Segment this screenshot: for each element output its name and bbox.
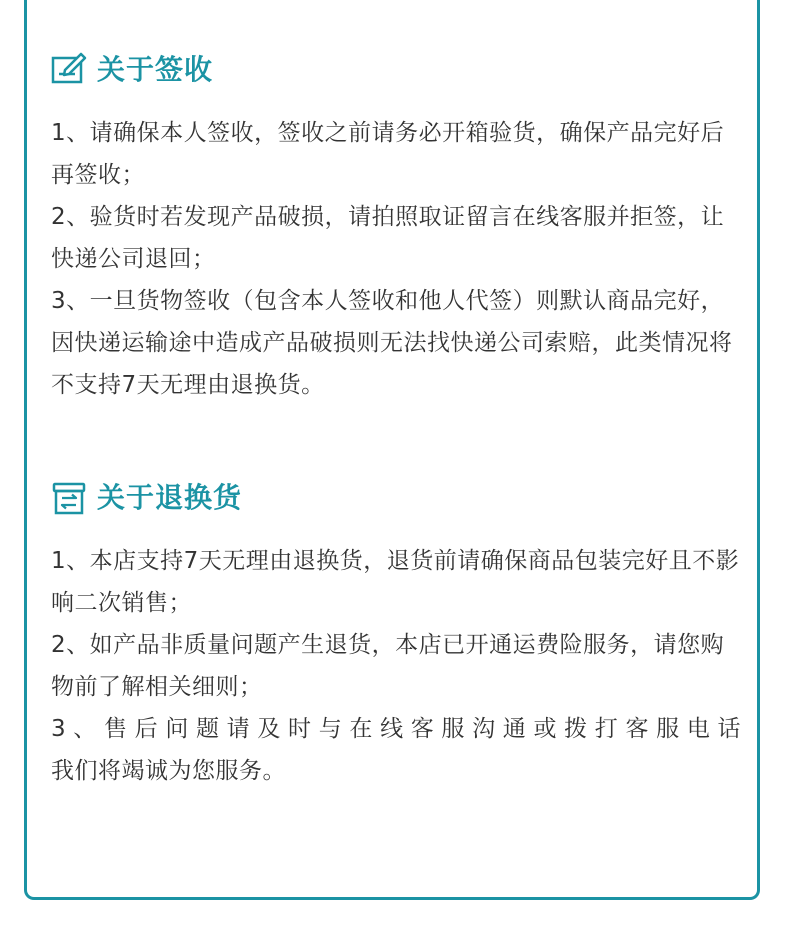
section-returns [51, 480, 751, 792]
paragraph: 2、验货时若发现产品破损，请拍照取证留言在线客服并拒签，让快递公司退回； [51, 204, 725, 272]
paragraph: 1、请确保本人签收，签收之前请务必开箱验货，确保产品完好后再签收； [51, 120, 725, 188]
paragraph: 3、一旦货物签收（包含本人签收和他人代签）则默认商品完好，因快递运输途中造成产品破损则无法找快递公司索赔，此类情况将不支持7天无理由退换货。 [51, 288, 733, 398]
section-title: 关于退换货 [97, 481, 243, 514]
paragraph: 1、本店支持7天无理由退换货，退货前请确保商品包装完好且不影响二次销售； [51, 548, 740, 616]
exchange-box-icon [51, 480, 87, 516]
paragraph: 2、如产品非质量问题产生退货，本店已开通运费险服务，请您购物前了解相关细则； [51, 632, 725, 700]
paragraph-list [51, 112, 751, 406]
section-heading [51, 52, 751, 88]
paragraph: 3、售后问题请及时与在线客服沟通或拨打客服电话 [51, 716, 741, 742]
paragraph-list [51, 540, 751, 792]
paragraph: 我们将竭诚为您服务。 [51, 758, 286, 784]
section-heading [51, 480, 751, 516]
edit-form-icon [51, 52, 87, 88]
section-signing [51, 52, 751, 406]
section-title: 关于签收 [97, 53, 214, 86]
